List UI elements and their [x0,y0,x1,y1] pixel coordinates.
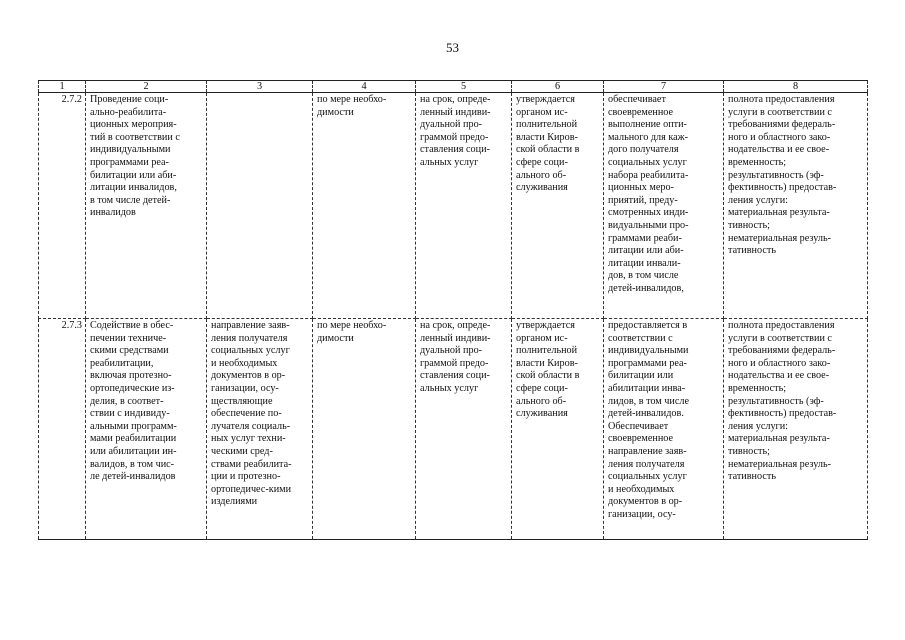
cell-line: ской области в [516,370,580,382]
cell-line: власти Киров- [516,357,578,369]
service-tariff [512,93,604,319]
cell-line: видуальными про- [608,219,689,231]
cell-line: услуги в соответствии с [728,332,832,344]
cell-line: ления услуги: [728,420,788,432]
cell-line: мального для каж- [608,131,689,143]
cell-line: выполнение опти- [608,119,687,131]
cell-line: дуальной про- [420,345,483,357]
cell-line: абилитации инва- [608,382,686,394]
cell-line: детей-инвалидов, [608,282,684,294]
service-code: 2.7.3 [39,319,86,540]
cell-line: индивидуальными [90,144,171,156]
cell-line: дого получателя [608,144,679,156]
cell-line: инвалидов [90,207,136,219]
service-periodicity [313,93,416,319]
cell-line: нематериальная резуль- [728,232,831,244]
cell-line: ального об- [516,395,567,407]
cell-line: литации инвали- [608,257,681,269]
cell-line: индивидуальными [608,345,689,357]
cell-line: или абилитации ин- [90,445,177,457]
cell-line: ществляющие [211,395,273,407]
cell-line: материальная результа- [728,433,830,445]
cell-line: полнота предоставления [728,94,835,105]
cell-line: программами реа- [608,357,687,369]
cell-line: по мере необхо- [317,94,387,105]
cell-line: лидов, в том числе [608,395,689,407]
cell-line: полнительной [516,345,578,357]
cell-line: материальная результа- [728,207,830,219]
cell-line: ортопедичес-кими [211,483,292,495]
cell-line: мами реабилитации [90,433,177,445]
table-row [39,319,868,540]
cell-line: фективность) предостав- [728,408,837,420]
cell-line: ствами реабилита- [211,458,292,470]
cell-line: граммами реаби- [608,232,682,244]
cell-line: служивания [516,182,568,194]
cell-line: полнительной [516,119,578,131]
cell-line: приятий, преду- [608,194,678,206]
cell-line: ленный индиви- [420,106,491,118]
cell-line: тивность; [728,219,770,231]
page-number: 53 [446,40,459,55]
cell-line: своевременное [608,433,674,445]
cell-line: нодательства и ее свое- [728,144,830,156]
cell-line: ставления соци- [420,144,490,156]
cell-line: и необходимых [608,483,675,495]
cell-line: тативность [728,245,776,257]
cell-line: тий в соответствии с [90,131,180,143]
column-header: 3 [207,81,313,93]
cell-line: дуальной про- [420,119,483,131]
cell-line: требованиями федераль- [728,119,836,131]
column-header: 2 [86,81,207,93]
cell-line: ального об- [516,169,567,181]
cell-line: временность; [728,156,787,168]
cell-line: временность; [728,382,787,394]
service-periodicity [313,319,416,540]
cell-line: печении техниче- [90,332,167,344]
cell-line: ально-реабилита- [90,106,167,118]
cell-line: литации инвалидов, [90,182,177,194]
cell-line: направление заяв- [608,445,687,457]
cell-line: соответствии с [608,332,673,344]
cell-line: в том числе детей- [90,194,171,206]
cell-line: результативность (эф- [728,395,824,407]
cell-line: димости [317,106,354,118]
cell-line: услуги в соответствии с [728,106,832,118]
cell-line: требованиями федераль- [728,345,836,357]
service-code: 2.7.2 [39,93,86,319]
cell-line: Обеспечивает [608,420,669,432]
cell-line: Проведение соци- [90,94,169,105]
service-tariff [512,319,604,540]
cell-line: детей-инвалидов. [608,408,684,420]
service-procedure [207,319,313,540]
column-header: 4 [313,81,416,93]
cell-line: ных услуг техни- [211,433,286,445]
column-header: 5 [416,81,512,93]
column-header: 6 [512,81,604,93]
cell-line: власти Киров- [516,131,578,143]
service-conditions [604,319,724,540]
service-name [86,93,207,319]
cell-line: утверждается [516,320,575,331]
cell-line: и необходимых [211,357,278,369]
cell-line: тивность; [728,445,770,457]
cell-line: ления получателя [211,332,288,344]
cell-line: ортопедические из- [90,382,175,394]
cell-line: сфере соци- [516,156,568,168]
cell-line: ного и областного зако- [728,131,831,143]
cell-line: граммой предо- [420,131,489,143]
cell-line: документов в ор- [608,496,683,508]
table-row [39,93,868,319]
service-quality-indicators [724,319,868,540]
cell-line: делия, в соответ- [90,395,164,407]
service-term [416,319,512,540]
cell-line: ческими сред- [211,445,273,457]
services-table [38,80,868,540]
cell-line: включая протезно- [90,370,172,382]
cell-line: ления услуги: [728,194,788,206]
cell-line: димости [317,332,354,344]
cell-line: документов в ор- [211,370,286,382]
cell-line: граммой предо- [420,357,489,369]
cell-line: программами реа- [90,156,169,168]
cell-line: социальных услуг [608,471,687,483]
cell-line: фективность) предостав- [728,182,837,194]
cell-line: ской области в [516,144,580,156]
cell-line: предоставляется в [608,320,688,331]
cell-line: обеспечение по- [211,408,282,420]
cell-line: изделиями [211,496,258,508]
cell-line: литации или аби- [608,245,684,257]
service-conditions [604,93,724,319]
cell-line: ционных меро- [608,182,674,194]
cell-line: ления получателя [608,458,685,470]
cell-line: направление заяв- [211,320,290,331]
cell-line: нодательства и ее свое- [728,370,830,382]
cell-line: по мере необхо- [317,320,387,331]
service-quality-indicators [724,93,868,319]
cell-line: нематериальная резуль- [728,458,831,470]
cell-line: социальных услуг [608,156,687,168]
cell-line: реабилитации, [90,357,154,369]
cell-line: альными программ- [90,420,177,432]
column-header: 8 [724,81,868,93]
cell-line: набора реабилита- [608,169,689,181]
cell-line: ного и областного зако- [728,357,831,369]
cell-line: полнота предоставления [728,320,835,331]
cell-line: ле детей-инвалидов [90,471,176,483]
cell-line: ставления соци- [420,370,490,382]
service-name [86,319,207,540]
cell-line: скими средствами [90,345,169,357]
cell-line: ганизации, осу- [211,382,279,394]
cell-line: ленный индиви- [420,332,491,344]
service-term [416,93,512,319]
cell-line: билитации или аби- [90,169,177,181]
cell-line: смотренных инди- [608,207,689,219]
cell-line: валидов, в том чис- [90,458,175,470]
cell-line: результативность (эф- [728,169,824,181]
cell-line: органом ис- [516,106,568,118]
cell-line: тативность [728,471,776,483]
cell-line: альных услуг [420,382,479,394]
cell-line: обеспечивает [608,94,666,105]
cell-line: ганизации, осу- [608,508,676,520]
cell-line: утверждается [516,94,575,105]
cell-line: ствии с индивиду- [90,408,170,420]
cell-line: органом ис- [516,332,568,344]
cell-line: лучателя социаль- [211,420,291,432]
service-procedure [207,93,313,319]
cell-line: билитации или [608,370,674,382]
column-header: 7 [604,81,724,93]
cell-line: своевременное [608,106,674,118]
column-number-header [39,81,868,93]
cell-line: ционных мероприя- [90,119,177,131]
cell-line: сфере соци- [516,382,568,394]
cell-line: социальных услуг [211,345,290,357]
cell-line: на срок, опреде- [420,320,491,331]
cell-line: альных услуг [420,156,479,168]
cell-line: на срок, опреде- [420,94,491,105]
cell-line: служивания [516,408,568,420]
column-header: 1 [39,81,86,93]
cell-line: дов, в том числе [608,270,679,282]
cell-line: Содействие в обес- [90,320,174,331]
cell-line: ции и протезно- [211,471,281,483]
